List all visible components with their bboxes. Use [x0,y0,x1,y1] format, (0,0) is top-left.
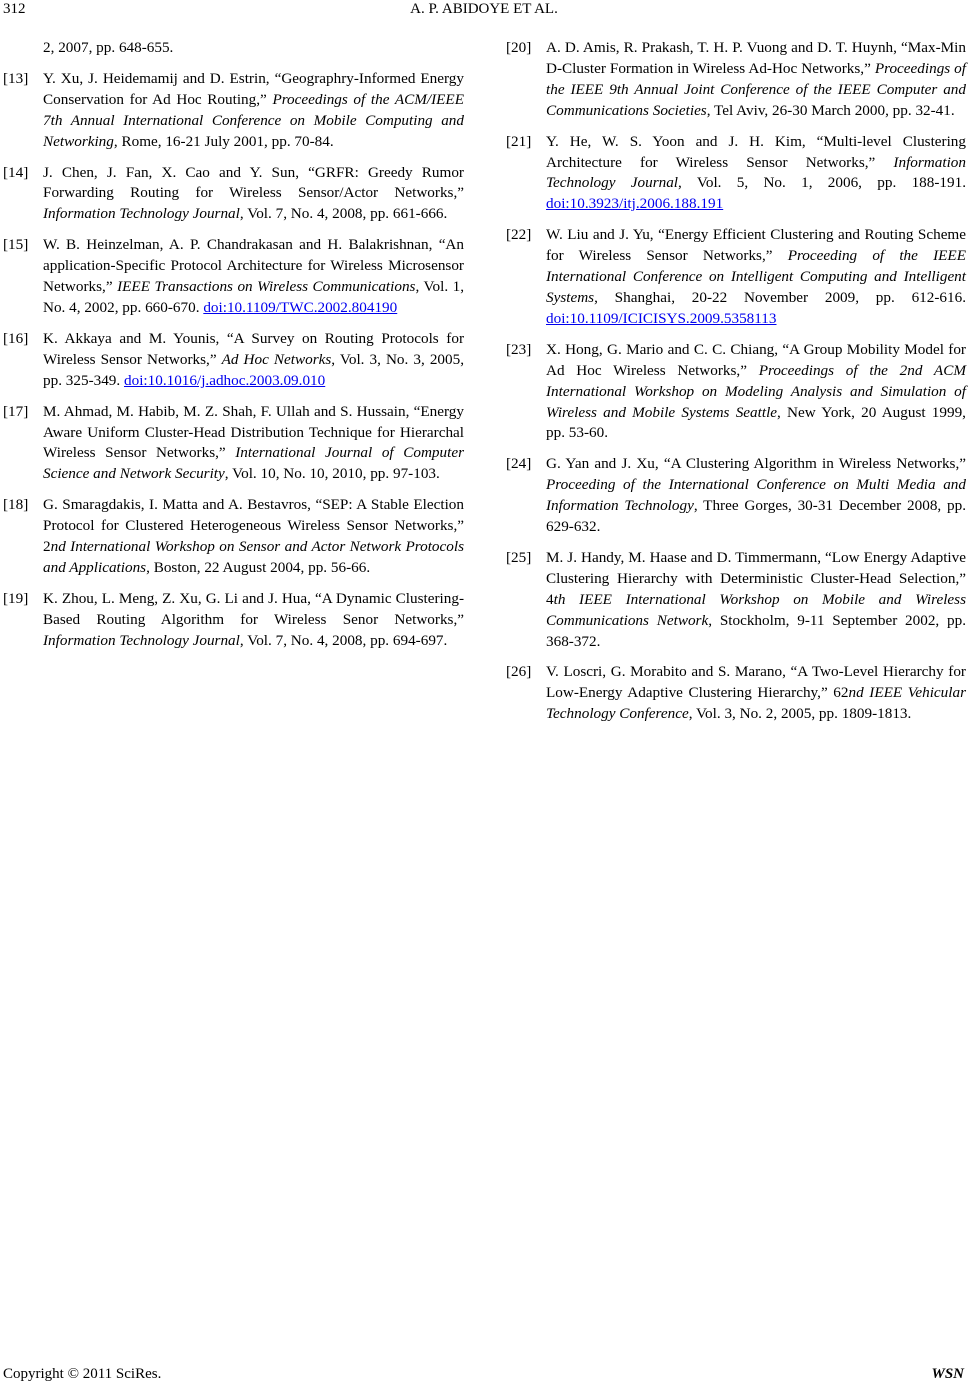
reference-segment: , Vol. 7, No. 4, 2008, pp. 661-666. [239,205,448,223]
reference-segment: Y. He, W. S. Yoon and J. H. Kim, “Multi-level Clustering Architecture for Wireless Sensor Networks,” [546,132,966,171]
reference-text [43,163,464,226]
reference-number: [21] [506,132,532,150]
reference-item [503,548,966,653]
reference-segment: , Vol. 1, No. 4, 2002, pp. 660-670. [43,278,465,316]
reference-text [43,589,464,652]
reference-venue: Proceedings of the IEEE 9th Annual Joint Conference of the IEEE Computer and Communications Societies [546,59,966,119]
reference-number: [25] [506,548,532,566]
reference-segment: 2, 2007, pp. 648-655. [43,39,174,56]
reference-text [43,329,464,392]
reference-venue: Proceeding of the International Conference on Multi Media and Information Technology [546,476,966,515]
reference-venue: Proceedings of the 2nd ACM International Workshop on Modeling Analysis and Simulation of Wireless and Mobile Systems Seattle [546,361,966,421]
doi-link[interactable]: doi:10.1016/j.adhoc.2003.09.010 [124,371,326,389]
reference-item [0,235,464,319]
reference-text [546,225,966,330]
reference-segment: , Stockholm, 9-11 September 2002, pp. 368-372. [546,611,967,650]
reference-segment: , Vol. 10, No. 10, 2010, pp. 97-103. [224,465,440,483]
reference-item [0,402,464,486]
reference-segment: M. Ahmad, M. Habib, M. Z. Shah, F. Ullah and S. Hussain, “Energy Aware Uniform Cluster-Head Distribution Technique for Hierarchal Wireless Sensor Networks,” [43,402,464,462]
copyright-notice: Copyright © 2011 SciRes. [3,1366,162,1382]
reference-number: [17] [3,402,29,420]
reference-number: [14] [3,163,29,181]
reference-item [503,38,966,122]
running-head: A. P. ABIDOYE ET AL. [410,1,558,17]
doi-link[interactable]: doi:10.3923/itj.2006.188.191 [546,195,724,213]
reference-number: [20] [506,39,532,56]
page-footer [0,1366,968,1386]
reference-item [0,163,464,226]
doi-link[interactable]: doi:10.1109/TWC.2002.804190 [203,298,398,316]
reference-segment: A. D. Amis, R. Prakash, T. H. P. Vuong and D. T. Huynh, “Max-Min D-Cluster Formation in Wireless Ad-Hoc Networks,” [546,39,966,77]
reference-segment: W. B. Heinzelman, A. P. Chandrakasan and H. Balakrishnan, “An application-Specific Protocol Architecture for Wireless Microsensor Networks,” [43,236,464,296]
reference-continuation [0,38,464,59]
reference-text [546,132,966,216]
reference-item [503,454,966,538]
reference-segment: , Vol. 5, No. 1, 2006, pp. 188-191. [678,174,966,192]
reference-text [546,548,966,653]
reference-segment: G. Smaragdakis, I. Matta and A. Bestavros, “SEP: A Stable Election Protocol for Clustered Heterogeneous Wireless Sensor Networks,” 2 [43,496,464,556]
reference-item [0,329,464,392]
reference-venue: Proceedings of the ACM/IEEE 7th Annual International Conference on Mobile Computing and Networking [43,90,464,150]
reference-venue: IEEE Transactions on Wireless Communications [117,278,416,296]
reference-text [43,402,464,486]
reference-column-left [0,38,464,662]
reference-segment: , Vol. 3, No. 2, 2005, pp. 1809-1813. [688,705,912,723]
reference-segment: G. Yan and J. Xu, “A Clustering Algorithm in Wireless Networks,” [546,455,966,473]
reference-number: [22] [506,226,532,244]
reference-number: [23] [506,340,532,358]
reference-item [503,340,966,445]
reference-venue: nd IEEE Vehicular Technology Conference [546,684,966,723]
reference-venue: Information Technology Journal [43,205,240,223]
reference-segment: M. J. Handy, M. Haase and D. Timmermann, “Low Energy Adaptive Clustering Hierarchy with Deterministic Cluster-Head Selection,” 4 [546,548,966,608]
reference-segment: K. Akkaya and M. Younis, “A Survey on Routing Protocols for Wireless Sensor Networks,” [43,329,464,368]
reference-segment: X. Hong, G. Mario and C. C. Chiang, “A Group Mobility Model for Ad Hoc Wireless Networks,” [546,340,966,379]
reference-segment: , Rome, 16-21 July 2001, pp. 70-84. [113,132,334,150]
reference-item [503,132,966,216]
reference-venue: th IEEE International Workshop on Mobile and Wireless Communications Network [546,590,966,629]
reference-segment: , New York, 20 August 1999, pp. 53-60. [546,403,966,442]
reference-venue: International Journal of Computer Science and Network Security [43,444,464,483]
reference-segment: V. Loscri, G. Morabito and S. Marano, “A Two-Level Hierarchy for Low-Energy Adaptive Clustering Hierarchy,” 62 [546,663,966,702]
reference-segment: , Vol. 7, No. 4, 2008, pp. 694-697. [239,631,448,649]
reference-text [43,69,464,153]
reference-segment: , Boston, 22 August 2004, pp. 56-66. [146,558,371,576]
reference-segment: K. Zhou, L. Meng, Z. Xu, G. Li and J. Hua, “A Dynamic Clustering-Based Routing Algorithm for Wireless Senor Networks,” [43,589,464,628]
reference-segment: W. Liu and J. Yu, “Energy Efficient Clustering and Routing Scheme for Wireless Sensor Networks,” [546,226,966,265]
reference-item [0,69,464,153]
journal-abbrev: WSN [931,1366,964,1382]
reference-text [43,38,464,59]
reference-number: [24] [506,455,532,473]
reference-item [503,225,966,330]
reference-text [546,662,966,725]
reference-segment: , Vol. 3, No. 3, 2005, pp. 325-349. [43,350,464,389]
reference-number: [13] [3,69,29,87]
reference-segment: , Three Gorges, 30-31 December 2008, pp. 629-632. [546,497,966,536]
doi-link[interactable]: doi:10.1109/ICICISYS.2009.5358113 [546,309,777,327]
reference-column-right [503,38,966,735]
reference-item [0,589,464,652]
reference-text [43,235,464,319]
page-header [0,0,968,22]
reference-venue: Information Technology Journal [546,153,966,192]
reference-venue: Information Technology Journal [43,631,240,649]
reference-venue: Proceeding of the IEEE International Conference on Intelligent Computing and Intelligent Systems [546,247,966,306]
reference-text [546,454,966,538]
reference-segment: Y. Xu, J. Heidemamij and D. Estrin, “Geographry-Informed Energy Conservation for Ad Hoc Routing,” [43,69,464,108]
reference-text [546,340,966,445]
reference-item [503,662,966,725]
page-number: 312 [3,1,26,17]
reference-text [546,38,966,122]
reference-venue: Ad Hoc Networks [221,350,332,368]
reference-number: [26] [506,663,532,681]
reference-number: [16] [3,329,29,347]
reference-venue: nd International Workshop on Sensor and Actor Network Protocols and Applications [43,538,464,576]
reference-item [0,495,464,579]
reference-number: [19] [3,589,29,607]
reference-text [43,495,464,579]
reference-segment: , Tel Aviv, 26-30 March 2000, pp. 32-41. [706,101,955,119]
reference-number: [15] [3,236,29,254]
reference-segment: , Shanghai, 20-22 November 2009, pp. 612-616. [594,288,966,306]
reference-segment: J. Chen, J. Fan, X. Cao and Y. Sun, “GRFR: Greedy Rumor Forwarding Routing for Wireless Sensor/Actor Networks,” [43,163,464,202]
reference-number: [18] [3,496,29,514]
